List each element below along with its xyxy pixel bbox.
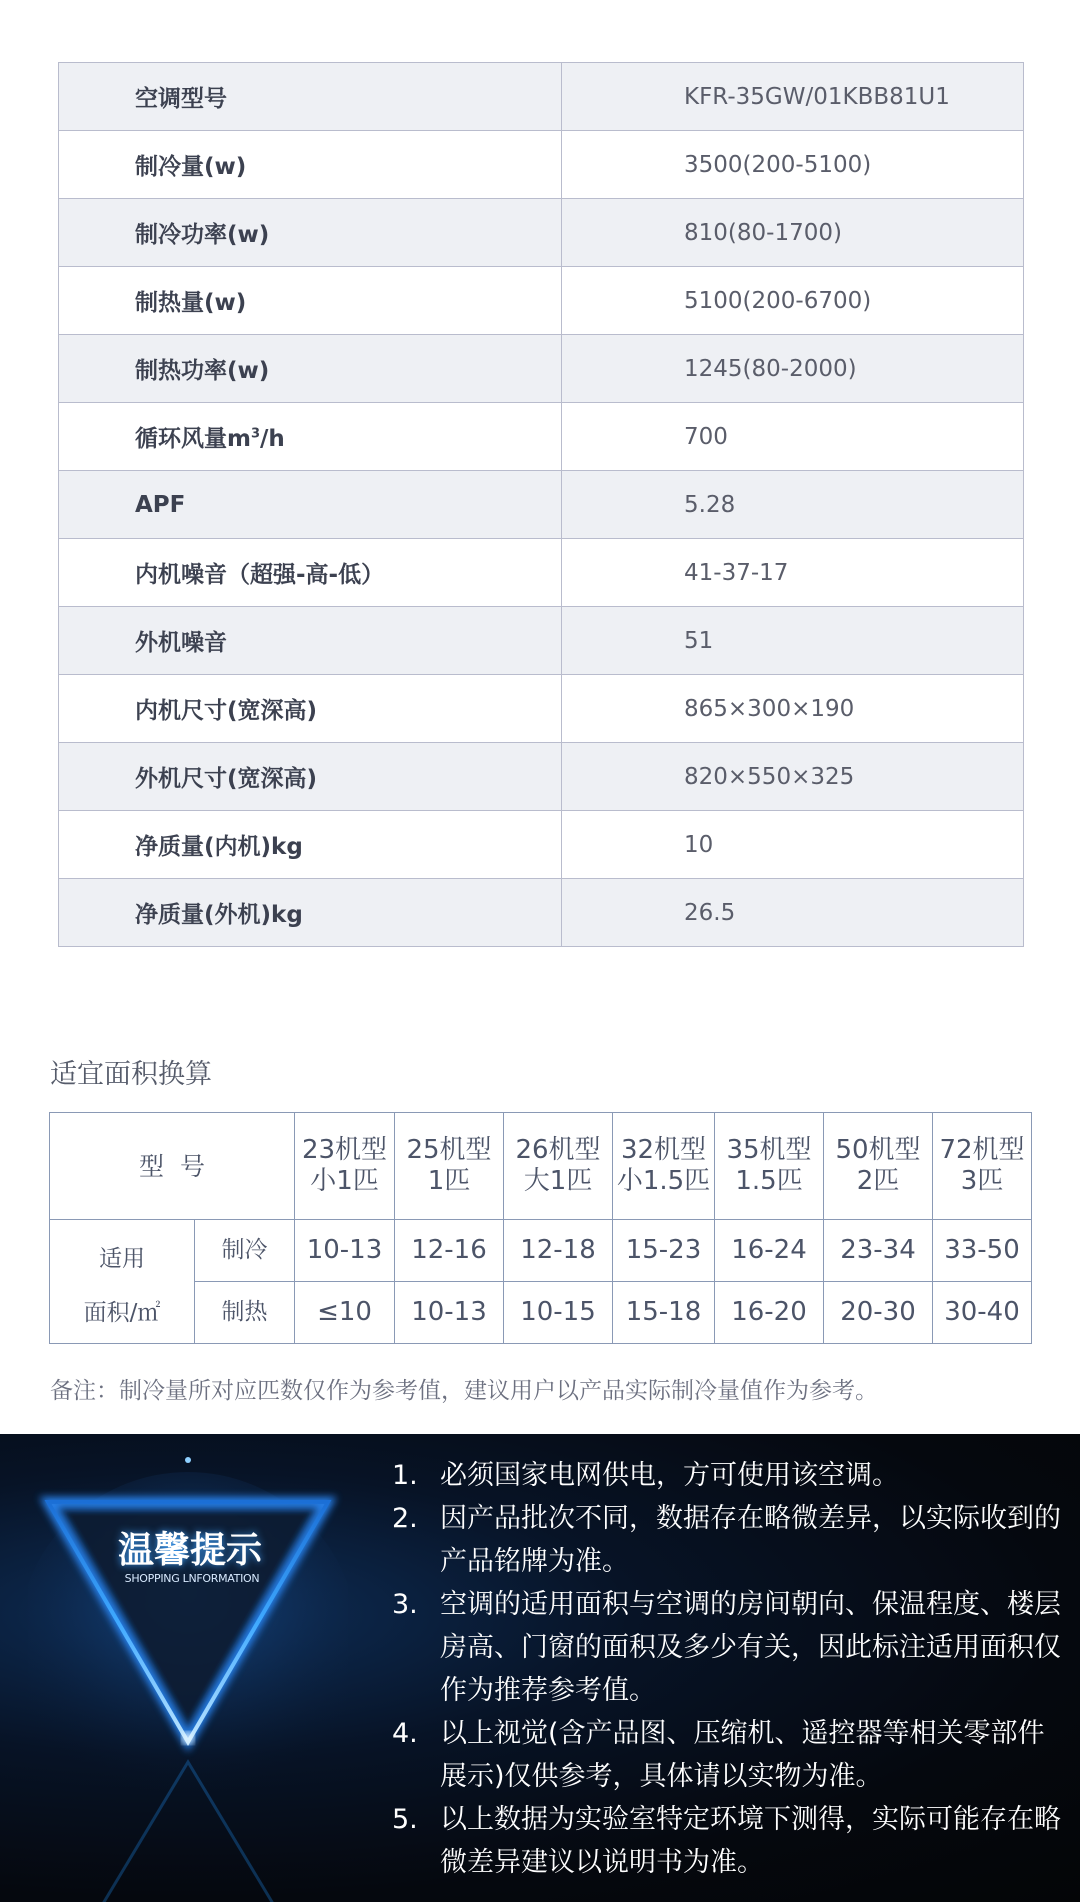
cooling-area-value: 12-18 xyxy=(504,1220,613,1282)
model-capacity: 小1.5匹 xyxy=(616,1166,711,1196)
spec-row xyxy=(59,267,1024,335)
remark-note: 备注：制冷量所对应匹数仅作为参考值，建议用户以产品实际制冷量值作为参考。 xyxy=(50,1378,878,1404)
spec-row xyxy=(59,539,1024,607)
spec-label-cell xyxy=(59,879,562,947)
cooling-area-value: 23-34 xyxy=(824,1220,933,1282)
model-column-header xyxy=(295,1113,395,1220)
spec-label: 外机尺寸(宽深高) xyxy=(135,766,318,792)
glowing-triangle-icon xyxy=(28,1442,348,1902)
spec-label-cell xyxy=(59,267,562,335)
cooling-row xyxy=(50,1220,1032,1282)
tip-text: 必须国家电网供电，方可使用该空调。 xyxy=(440,1460,899,1491)
model-column-header xyxy=(504,1113,613,1220)
model-name: 26机型 xyxy=(515,1135,601,1165)
spec-label: 制冷功率(w) xyxy=(135,222,270,248)
spec-row xyxy=(59,63,1024,131)
spec-label: 制冷量(w) xyxy=(135,154,247,180)
spec-row xyxy=(59,675,1024,743)
spec-label: 净质量(内机)kg xyxy=(135,834,303,860)
heating-area-value: ≤10 xyxy=(295,1282,395,1344)
cooling-area-value: 10-13 xyxy=(295,1220,395,1282)
model-column-header xyxy=(824,1113,933,1220)
tip-text: 以上视觉(含产品图、压缩机、遥控器等相关零部件展示)仅供参考，具体请以实物为准。 xyxy=(440,1718,1045,1792)
spec-label-superscript: 3 xyxy=(250,426,261,442)
spec-value: 1245(80-2000) xyxy=(562,335,1024,403)
spec-label-cell xyxy=(59,63,562,131)
spec-value: 5100(200-6700) xyxy=(562,267,1024,335)
spec-value: 810(80-1700) xyxy=(562,199,1024,267)
tip-item xyxy=(392,1712,1072,1798)
spec-row xyxy=(59,131,1024,199)
model-capacity: 小1匹 xyxy=(310,1166,379,1196)
spec-value: 5.28 xyxy=(562,471,1024,539)
spec-label-cell xyxy=(59,539,562,607)
spec-label: 内机尺寸(宽深高) xyxy=(135,698,318,724)
spec-row xyxy=(59,607,1024,675)
area-unit-label: 面积/㎡ xyxy=(83,1300,161,1326)
cooling-area-value: 16-24 xyxy=(715,1220,824,1282)
spec-row xyxy=(59,471,1024,539)
model-capacity: 1匹 xyxy=(427,1166,471,1196)
applicable-area-cell xyxy=(50,1220,195,1344)
spec-label-cell xyxy=(59,607,562,675)
tip-text: 因产品批次不同，数据存在略微差异，以实际收到的产品铭牌为准。 xyxy=(440,1503,1061,1577)
spec-label-cell xyxy=(59,743,562,811)
tip-number: 2. xyxy=(392,1503,418,1534)
spec-table-body xyxy=(59,63,1024,947)
spec-label-cell xyxy=(59,131,562,199)
spec-value: 865×300×190 xyxy=(562,675,1024,743)
model-column-header xyxy=(715,1113,824,1220)
spec-row xyxy=(59,335,1024,403)
spec-label-cell xyxy=(59,335,562,403)
cooling-area-value: 15-23 xyxy=(613,1220,715,1282)
model-header-cell xyxy=(50,1113,295,1220)
model-header-label: 型 号 xyxy=(139,1151,205,1181)
heating-label: 制热 xyxy=(195,1282,295,1344)
model-name: 25机型 xyxy=(406,1135,492,1165)
model-capacity: 1.5匹 xyxy=(735,1166,803,1196)
model-name: 32机型 xyxy=(620,1135,707,1165)
spec-row xyxy=(59,199,1024,267)
model-name: 50机型 xyxy=(835,1135,921,1165)
tips-subtitle: SHOPPING LNFORMATION xyxy=(124,1572,260,1585)
model-name: 35机型 xyxy=(726,1135,812,1165)
spec-label: 内机噪音（超强-高-低） xyxy=(135,562,385,588)
tip-item xyxy=(392,1497,1072,1583)
model-capacity: 2匹 xyxy=(856,1166,900,1196)
spec-label-cell xyxy=(59,199,562,267)
tips-title: 温馨提示 xyxy=(117,1530,262,1571)
model-column-header xyxy=(613,1113,715,1220)
area-header-row xyxy=(50,1113,1032,1220)
area-conversion-table xyxy=(49,1112,1032,1344)
model-name: 23机型 xyxy=(301,1135,388,1165)
cooling-area-value: 33-50 xyxy=(933,1220,1032,1282)
spec-table xyxy=(58,62,1024,947)
spec-row xyxy=(59,879,1024,947)
model-name: 72机型 xyxy=(939,1135,1025,1165)
spec-value: 10 xyxy=(562,811,1024,879)
tip-item xyxy=(392,1583,1072,1712)
tip-item xyxy=(392,1454,1072,1497)
spec-label: 制热功率(w) xyxy=(135,358,270,384)
spec-row xyxy=(59,743,1024,811)
heating-area-value: 10-13 xyxy=(395,1282,504,1344)
cooling-label: 制冷 xyxy=(195,1220,295,1282)
heating-area-value: 10-15 xyxy=(504,1282,613,1344)
model-column-header xyxy=(933,1113,1032,1220)
tip-item xyxy=(392,1798,1072,1884)
tip-number: 5. xyxy=(392,1804,418,1835)
tip-number: 4. xyxy=(392,1718,418,1749)
model-column-header xyxy=(395,1113,504,1220)
tip-number: 1. xyxy=(392,1460,418,1491)
spec-value: 26.5 xyxy=(562,879,1024,947)
spec-label: APF xyxy=(135,491,186,518)
spec-value: 51 xyxy=(562,607,1024,675)
heating-row xyxy=(50,1282,1032,1344)
heating-area-value: 15-18 xyxy=(613,1282,715,1344)
tips-banner xyxy=(0,1434,1080,1902)
tip-text: 以上数据为实验室特定环境下测得，实际可能存在略微差异建议以说明书为准。 xyxy=(440,1804,1061,1878)
tip-text: 空调的适用面积与空调的房间朝向、保温程度、楼层房高、门窗的面积及多少有关，因此标注适用面积仅作为推荐参考值。 xyxy=(440,1589,1061,1706)
spec-label: 制热量(w) xyxy=(135,290,247,316)
spec-label: 外机噪音 xyxy=(135,630,227,656)
spec-label: 空调型号 xyxy=(135,86,227,112)
applicable-label: 适用 xyxy=(99,1246,145,1272)
heating-area-value: 20-30 xyxy=(824,1282,933,1344)
spec-value: 3500(200-5100) xyxy=(562,131,1024,199)
spec-value: 700 xyxy=(562,403,1024,471)
spec-value: 820×550×325 xyxy=(562,743,1024,811)
spec-row xyxy=(59,811,1024,879)
spec-label: 循环风量m xyxy=(135,426,251,452)
spec-label: 净质量(外机)kg xyxy=(135,902,303,928)
tip-number: 3. xyxy=(392,1589,418,1620)
area-section-title: 适宜面积换算 xyxy=(50,1059,212,1090)
spec-value: KFR-35GW/01KBB81U1 xyxy=(562,63,1024,131)
spec-row xyxy=(59,403,1024,471)
spec-label-cell xyxy=(59,811,562,879)
model-capacity: 3匹 xyxy=(960,1166,1004,1196)
spec-label-cell xyxy=(59,471,562,539)
spec-label-cell xyxy=(59,403,562,471)
spec-label-cell xyxy=(59,675,562,743)
tips-list xyxy=(392,1454,1072,1884)
model-capacity: 大1匹 xyxy=(523,1166,593,1196)
heating-area-value: 30-40 xyxy=(933,1282,1032,1344)
spec-label-suffix: /h xyxy=(260,426,285,452)
spec-value: 41-37-17 xyxy=(562,539,1024,607)
cooling-area-value: 12-16 xyxy=(395,1220,504,1282)
heating-area-value: 16-20 xyxy=(715,1282,824,1344)
